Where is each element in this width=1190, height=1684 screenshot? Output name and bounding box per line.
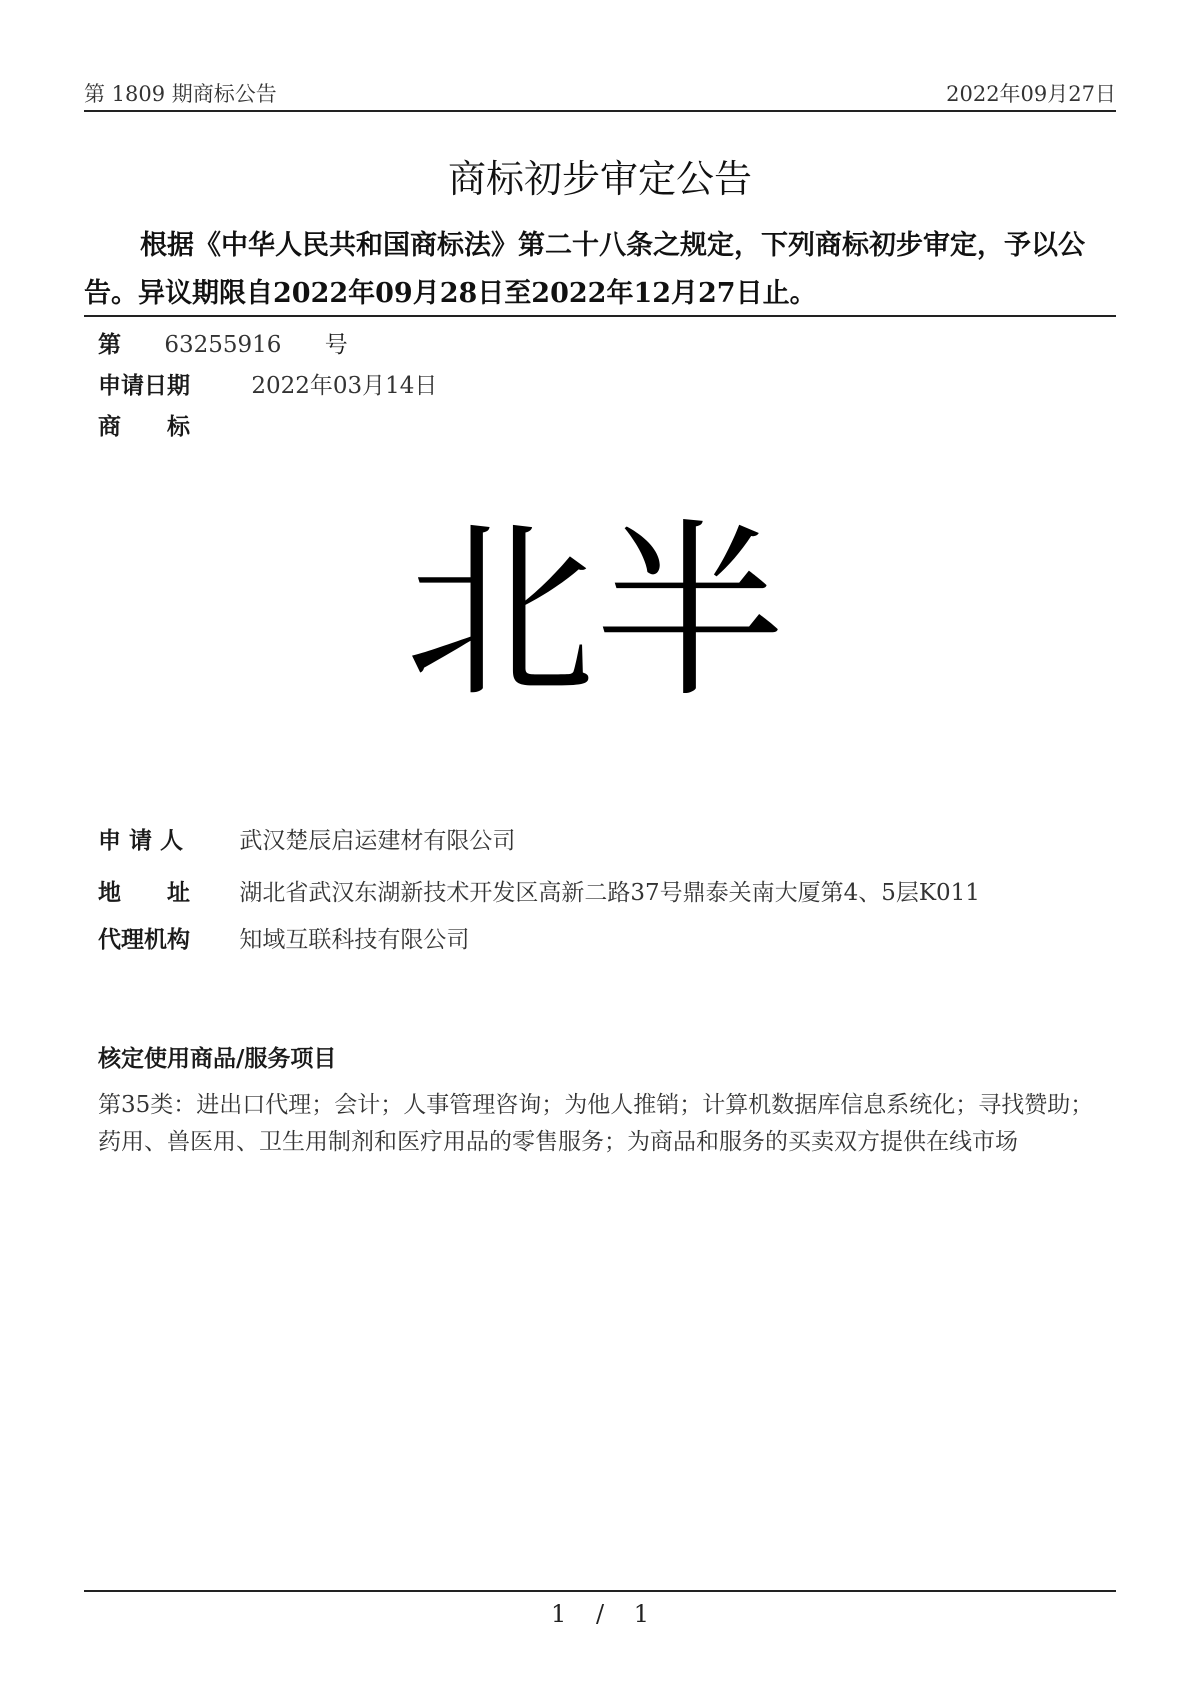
section-rule: [84, 315, 1116, 317]
address-row: [98, 874, 980, 907]
applicant-row: [98, 822, 515, 855]
trademark-image: 北半: [404, 502, 785, 723]
intro-paragraph: 根据《中华人民共和国商标法》第二十八条之规定，下列商标初步审定，予以公告。异议期限自2022年09月28日至2022年12月27日止。: [84, 230, 1085, 309]
agent-row: [98, 921, 469, 954]
number-prefix: 第: [98, 331, 121, 358]
page-header: [84, 78, 1116, 108]
page-footer: [84, 1600, 1116, 1628]
registration-number: 63255916: [164, 332, 282, 358]
publication-date: 2022年09月27日: [946, 82, 1116, 106]
issue-number: 第 1809 期商标公告: [84, 82, 277, 106]
number-suffix: 号: [324, 332, 348, 358]
application-date: 2022年03月14日: [251, 373, 438, 399]
footer-rule: [84, 1590, 1116, 1592]
agent-label: 代理机构: [98, 926, 190, 953]
applicant-name: 武汉楚辰启运建材有限公司: [239, 828, 516, 854]
registration-number-row: [98, 326, 348, 359]
goods-services-title: 核定使用商品/服务项目: [98, 1045, 337, 1072]
header-rule: [84, 110, 1116, 112]
mark-label: 商 标: [98, 413, 190, 440]
mark-label-row: [98, 408, 190, 441]
page-title: 商标初步审定公告: [447, 157, 752, 201]
application-date-label: 申请日期: [98, 372, 190, 399]
page-separator: /: [595, 1600, 605, 1628]
applicant-label: 申 请 人: [98, 827, 184, 854]
address-value: 湖北省武汉东湖新技术开发区高新二路37号鼎泰关南大厦第4、5层K011: [239, 880, 980, 906]
page-number: 1: [551, 1600, 567, 1628]
goods-services-text: 第35类：进出口代理；会计；人事管理咨询；为他人推销；计算机数据库信息系统化；寻找赞助；药用、兽医用、卫生用制剂和医疗用品的零售服务；为商品和服务的买卖双方提供在线市场: [98, 1092, 1094, 1155]
page-total: 1: [633, 1600, 649, 1628]
application-date-row: [98, 367, 437, 400]
agent-name: 知域互联科技有限公司: [239, 927, 470, 953]
address-label: 地 址: [98, 879, 190, 906]
